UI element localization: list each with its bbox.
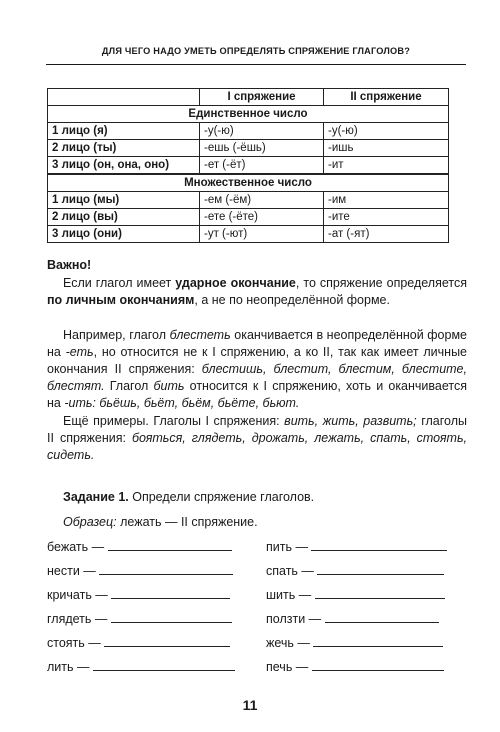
table-cell: -ит xyxy=(324,157,449,175)
verb-label: жечь — xyxy=(266,636,310,650)
table-cell: -ут (-ют) xyxy=(200,226,324,243)
verb-label: лить — xyxy=(47,660,90,674)
answer-row xyxy=(266,612,439,626)
table-cell: -им xyxy=(324,192,449,209)
important-heading-text: Важно! xyxy=(47,258,92,272)
important-paragraph-1 xyxy=(47,275,467,309)
answer-row xyxy=(47,660,235,674)
text-run: Например, глагол xyxy=(63,328,170,342)
header-divider xyxy=(46,64,466,65)
text-run: Ещё примеры. Глаголы I спряжения: xyxy=(63,414,285,428)
text-run: Глагол xyxy=(104,379,154,393)
table-row xyxy=(48,209,449,226)
answer-row xyxy=(47,636,230,650)
verb-label: кричать — xyxy=(47,588,108,602)
answer-line[interactable] xyxy=(104,645,230,647)
verb-label: ползти — xyxy=(266,612,322,626)
table-cell: -ишь xyxy=(324,140,449,157)
table-row xyxy=(48,123,449,140)
verb-label: шить — xyxy=(266,588,312,602)
table-cell-person: 3 лицо (он, она, оно) xyxy=(48,157,200,175)
text-run-italic: бояться, глядеть, дрожать, лежать, спать, стоять, сидеть. xyxy=(47,431,467,462)
text-run-bold: по личным окончаниям xyxy=(47,293,195,307)
task-label: Задание 1. xyxy=(63,490,129,504)
table-cell-person: 2 лицо (вы) xyxy=(48,209,200,226)
task-sample xyxy=(63,515,258,529)
answer-row xyxy=(266,636,443,650)
answer-row xyxy=(266,564,444,578)
verb-label: спать — xyxy=(266,564,314,578)
answer-line[interactable] xyxy=(111,597,230,599)
table-cell: -ешь (-ёшь) xyxy=(200,140,324,157)
table-header-second-conjugation: II спряжение xyxy=(324,89,449,106)
answer-line[interactable] xyxy=(317,573,444,575)
text-run-italic: блестеть xyxy=(169,328,231,342)
answer-line[interactable] xyxy=(311,549,447,551)
answer-line[interactable] xyxy=(111,621,232,623)
text-run: глаголы II спряжения: xyxy=(47,414,467,445)
table-row xyxy=(48,157,449,175)
answer-row xyxy=(47,540,232,554)
table-cell-person: 3 лицо (они) xyxy=(48,226,200,243)
text-run: оканчивается в неопределённой форме на xyxy=(47,328,467,359)
text-run: , но относится не к I спряжению, а ко II, так как имеет личные окончания II спряжения: xyxy=(47,345,468,376)
sample-text: лежать — II спряжение. xyxy=(116,515,258,529)
verb-label: бежать — xyxy=(47,540,105,554)
answer-row xyxy=(47,588,230,602)
table-header-first-conjugation: I спряжение xyxy=(200,89,324,106)
text-run: , то спряжение определяется xyxy=(295,276,468,290)
table-cell: -у(-ю) xyxy=(324,123,449,140)
important-paragraph-3 xyxy=(47,413,467,464)
text-run-italic: бить xyxy=(153,379,185,393)
table-cell: -ат (-ят) xyxy=(324,226,449,243)
verb-label: пить — xyxy=(266,540,308,554)
page-number: 11 xyxy=(242,697,258,713)
table-row xyxy=(48,226,449,243)
table-cell: -ите xyxy=(324,209,449,226)
answer-row xyxy=(47,612,232,626)
text-run-bold: ударное окончание xyxy=(175,276,296,290)
task-title xyxy=(63,490,314,504)
table-cell: -у(-ю) xyxy=(200,123,324,140)
verb-label: стоять — xyxy=(47,636,101,650)
table-row xyxy=(48,140,449,157)
table-cell-person: 1 лицо (мы) xyxy=(48,192,200,209)
important-heading xyxy=(47,257,467,274)
answer-line[interactable] xyxy=(313,645,443,647)
answer-row xyxy=(266,588,445,602)
answer-row xyxy=(266,540,447,554)
answer-line[interactable] xyxy=(325,621,439,623)
table-cell-person: 1 лицо (я) xyxy=(48,123,200,140)
text-run-italic: -еть xyxy=(65,345,94,359)
table-group-plural: Множественное число xyxy=(48,174,449,192)
text-run-italic: блестишь, блестит, блестим, блестите, блестят. xyxy=(47,362,467,393)
sample-label: Образец: xyxy=(63,515,117,529)
answer-line[interactable] xyxy=(312,669,444,671)
text-run-italic: -ить: бьёшь, бьёт, бьём, бьёте, бьют. xyxy=(64,396,300,410)
table-group-singular: Единственное число xyxy=(48,106,449,123)
table-header-empty xyxy=(48,89,200,106)
answer-line[interactable] xyxy=(93,669,235,671)
text-run-italic: вить, жить, развить; xyxy=(284,414,417,428)
answer-line[interactable] xyxy=(99,573,233,575)
answer-line[interactable] xyxy=(315,597,445,599)
verb-label: печь — xyxy=(266,660,309,674)
table-cell: -ет (-ёт) xyxy=(200,157,324,175)
answer-row xyxy=(266,660,444,674)
text-run: относится к I спряжению, хоть и оканчивается на xyxy=(47,379,468,410)
table-row xyxy=(48,192,449,209)
page-header: ДЛЯ ЧЕГО НАДО УМЕТЬ ОПРЕДЕЛЯТЬ СПРЯЖЕНИЕ ГЛАГОЛОВ? xyxy=(101,46,411,56)
table-cell: -ете (-ёте) xyxy=(200,209,324,226)
task-instruction: Определи спряжение глаголов. xyxy=(128,490,315,504)
text-run: Если глагол имеет xyxy=(63,276,176,290)
table-cell-person: 2 лицо (ты) xyxy=(48,140,200,157)
verb-label: нести — xyxy=(47,564,96,578)
answer-row xyxy=(47,564,233,578)
important-paragraph-2 xyxy=(47,327,467,412)
text-run: , а не по неопределённой форме. xyxy=(194,293,390,307)
answer-line[interactable] xyxy=(108,549,232,551)
table-cell: -ем (-ём) xyxy=(200,192,324,209)
conjugation-table xyxy=(47,88,449,243)
verb-label: глядеть — xyxy=(47,612,108,626)
